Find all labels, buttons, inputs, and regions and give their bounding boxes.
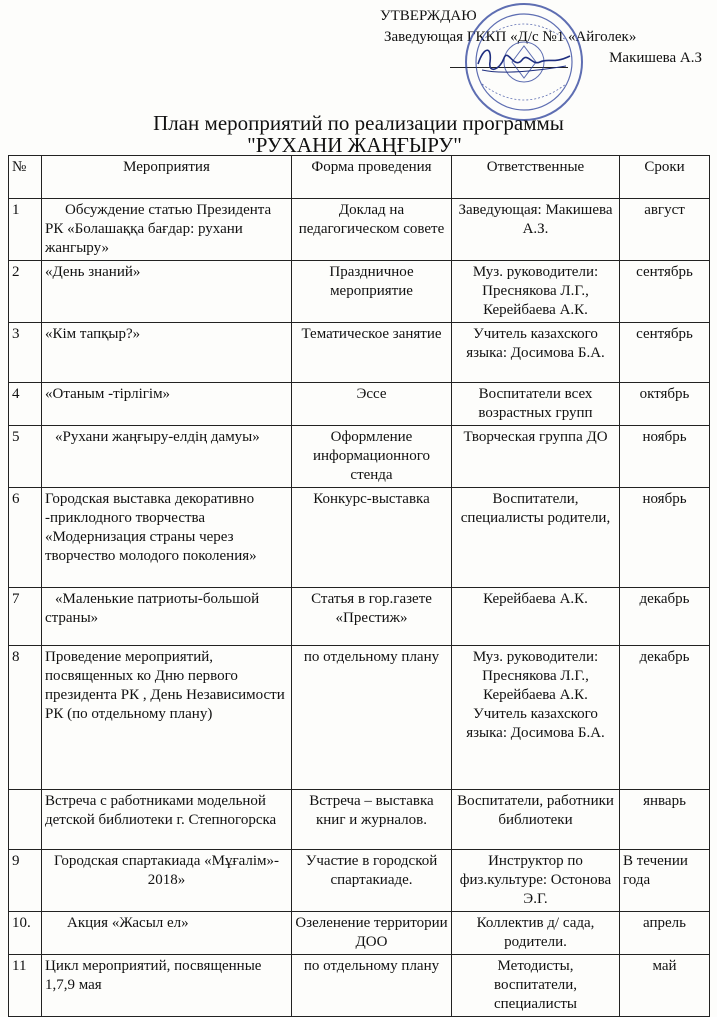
row-responsible: Керейбаева А.К. (452, 588, 620, 646)
row-responsible: Воспитатели, работники библиотеки (452, 790, 620, 850)
table-header-row (9, 156, 710, 199)
header-responsible: Ответственные (452, 156, 620, 199)
row-number (9, 790, 42, 850)
table-row (9, 588, 710, 646)
document-title (0, 112, 717, 156)
table-row (9, 261, 710, 323)
row-number: 3 (9, 323, 42, 383)
row-responsible: Воспитатели, специалисты родители, (452, 488, 620, 588)
row-event: Проведение мероприятий, посвященных ко Дню первого президента РК , День Независимости РК (по отдельному плану) (42, 646, 292, 790)
row-event: «Отаным -тірлігім» (42, 383, 292, 426)
row-event: Цикл мероприятий, посвященные 1,7,9 мая (42, 955, 292, 1017)
row-date: декабрь (620, 588, 710, 646)
header-form: Форма проведения (292, 156, 452, 199)
row-date: ноябрь (620, 488, 710, 588)
row-date: январь (620, 790, 710, 850)
table-row (9, 199, 710, 261)
row-responsible: Муз. руководители: Преснякова Л.Г., Керейбаева А.К. (452, 261, 620, 323)
row-form: Встреча – выставка книг и журналов. (292, 790, 452, 850)
row-responsible: Заведующая: Макишева А.З. (452, 199, 620, 261)
table-row (9, 488, 710, 588)
row-number: 8 (9, 646, 42, 790)
row-form: по отдельному плану (292, 646, 452, 790)
row-number: 7 (9, 588, 42, 646)
row-form: по отдельному плану (292, 955, 452, 1017)
table-row (9, 426, 710, 488)
row-date: октябрь (620, 383, 710, 426)
row-number: 1 (9, 199, 42, 261)
row-form: Тематическое занятие (292, 323, 452, 383)
table-row (9, 383, 710, 426)
row-form: Озеленение территории ДОО (292, 912, 452, 955)
row-date: В течении года (620, 850, 710, 912)
table-row (9, 850, 710, 912)
row-date: декабрь (620, 646, 710, 790)
approval-signatory (380, 48, 712, 69)
table-row (9, 955, 710, 1017)
row-form: Статья в гор.газете «Престиж» (292, 588, 452, 646)
row-number: 5 (9, 426, 42, 488)
title-line-2: "РУХАНИ ЖАҢҒЫРУ" (247, 133, 462, 157)
row-event: Городская выставка декоративно -приклодного творчества «Модернизация страны через творчество молодого поколения» (42, 488, 292, 588)
row-responsible: Инструктор по физ.культуре: Остонова Э.Г. (452, 850, 620, 912)
row-form: Доклад на педагогическом совете (292, 199, 452, 261)
signature-line (450, 67, 568, 68)
approval-block (380, 6, 712, 69)
row-responsible: Коллектив д/ сада, родители. (452, 912, 620, 955)
row-event: Встреча с работниками модельной детской библиотеки г. Степногорска (42, 790, 292, 850)
row-number: 11 (9, 955, 42, 1017)
row-event: «Рухани жаңғыру-елдің дамуы» (42, 426, 292, 488)
header-num: № (9, 156, 42, 199)
row-responsible: Муз. руководители: Преснякова Л.Г., Керейбаева А.К. Учитель казахского языка: Досимова Б.А. (452, 646, 620, 790)
header-dates: Сроки (620, 156, 710, 199)
row-date: август (620, 199, 710, 261)
row-number: 4 (9, 383, 42, 426)
row-date: май (620, 955, 710, 1017)
row-date: сентябрь (620, 261, 710, 323)
row-number: 6 (9, 488, 42, 588)
row-form: Праздничное мероприятие (292, 261, 452, 323)
row-form: Участие в городской спартакиаде. (292, 850, 452, 912)
approval-name: Макишева А.З (609, 50, 702, 66)
row-responsible: Воспитатели всех возрастных групп (452, 383, 620, 426)
row-number: 2 (9, 261, 42, 323)
table-row (9, 646, 710, 790)
row-number: 10. (9, 912, 42, 955)
row-date: апрель (620, 912, 710, 955)
row-event: Обсуждение статью Президента РК «Болашаққа бағдар: рухани жангыру» (42, 199, 292, 261)
row-form: Оформление информационного стенда (292, 426, 452, 488)
row-date: ноябрь (620, 426, 710, 488)
row-event: Акция «Жасыл ел» (42, 912, 292, 955)
row-form: Эссе (292, 383, 452, 426)
row-event: «Кім тапқыр?» (42, 323, 292, 383)
plan-table (8, 155, 710, 1017)
row-event: Городская спартакиада «Мұғалім»- 2018» (42, 850, 292, 912)
table-row (9, 790, 710, 850)
row-number: 9 (9, 850, 42, 912)
row-event: «День знаний» (42, 261, 292, 323)
row-event: «Маленькие патриоты-большой страны» (42, 588, 292, 646)
approval-heading: УТВЕРЖДАЮ (380, 8, 477, 24)
row-responsible: Учитель казахского языка: Досимова Б.А. (452, 323, 620, 383)
table-row (9, 912, 710, 955)
row-responsible: Методисты, воспитатели, специалисты (452, 955, 620, 1017)
header-event: Мероприятия (42, 156, 292, 199)
row-form: Конкурс-выставка (292, 488, 452, 588)
approval-position: Заведующая ГККП «Д/с №1 «Айголек» (384, 29, 637, 45)
table-row (9, 323, 710, 383)
row-responsible: Творческая группа ДО (452, 426, 620, 488)
title-line-1: План мероприятий по реализации программы (153, 111, 564, 135)
row-date: сентябрь (620, 323, 710, 383)
